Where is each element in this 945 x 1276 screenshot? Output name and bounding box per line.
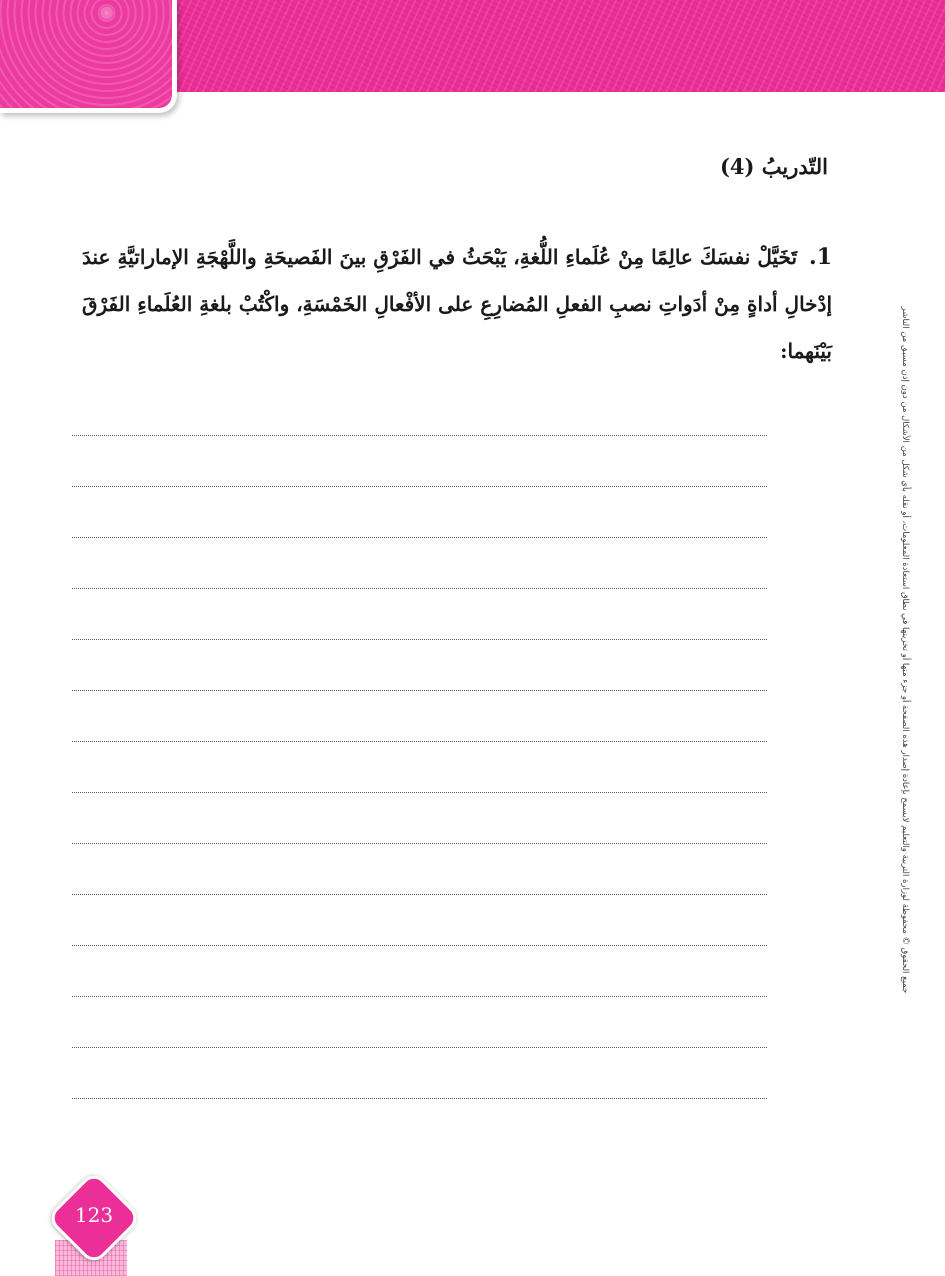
answer-line[interactable] xyxy=(72,895,767,946)
exercise-title: التّدريبُ (4) xyxy=(719,154,828,179)
question-number: 1. xyxy=(809,244,832,270)
answer-line[interactable] xyxy=(72,997,767,1048)
answer-line[interactable] xyxy=(72,844,767,895)
answer-line[interactable] xyxy=(72,385,767,436)
answer-line[interactable] xyxy=(72,691,767,742)
header-corner-tile xyxy=(0,0,177,113)
answer-line[interactable] xyxy=(72,538,767,589)
answer-line[interactable] xyxy=(72,487,767,538)
page-number: 123 xyxy=(74,1203,114,1227)
question-text: تَخَيَّلْ نفسَكَ عالِمًا مِنْ عُلَماءِ اللُّغةِ، يَبْحَثُ في الفَرْقِ بينَ الفَصيحَةِ واللَّهْجَةِ الإماراتيَّةِ عندَ إدْخالِ أداةٍ مِنْ أدَواتِ نصبِ الفعلِ المُضارِعِ على الأفْعالِ الخَمْسَةِ، واكْتُبْ بلغةِ العُلَماءِ الفَرْقَ بَيْنَهما: xyxy=(82,245,832,363)
answer-line[interactable] xyxy=(72,742,767,793)
question-1 xyxy=(82,234,832,375)
header-band xyxy=(175,0,945,92)
answer-line[interactable] xyxy=(72,793,767,844)
answer-line[interactable] xyxy=(72,1048,767,1099)
answer-line[interactable] xyxy=(72,589,767,640)
answer-line[interactable] xyxy=(72,640,767,691)
answer-line[interactable] xyxy=(72,946,767,997)
copyright-note xyxy=(895,300,915,1000)
answer-line[interactable] xyxy=(72,436,767,487)
copyright-text: جميع الحقوق © محفوظة لوزارة التربية والتعليم لايسمح بإعادة إصدار هذه الصفحة أو جزء منها أو تخزينها في نطاق استعادة المعلومات، أو نقله بأي شكل من الأشكال من دون إذن مسبق من الناشر xyxy=(900,306,910,994)
answer-area[interactable] xyxy=(72,385,767,1099)
